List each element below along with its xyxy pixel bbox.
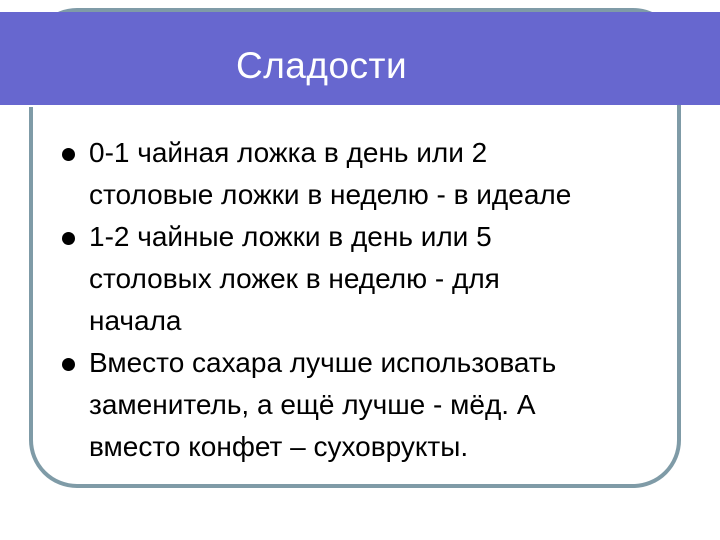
bullet-list [55, 132, 675, 468]
title-underline [0, 105, 637, 107]
bullet-text: Вместо сахара лучше использовать заменитель, а ещё лучше - мёд. А вместо конфет – суховрукты. [89, 347, 557, 462]
bullet-item [55, 342, 675, 468]
title-band [0, 12, 720, 105]
bullet-text: 0-1 чайная ложка в день или 2 столовые ложки в неделю - в идеале [89, 137, 572, 210]
slide-title: Сладости [236, 45, 408, 86]
bullet-text: 1-2 чайные ложки в день или 5 столовых ложек в неделю - для начала [89, 221, 500, 336]
bullet-item [55, 216, 675, 342]
bullet-dot-icon [62, 148, 75, 161]
bullet-dot-icon [62, 358, 75, 371]
bullet-item [55, 132, 675, 216]
bullet-dot-icon [62, 232, 75, 245]
